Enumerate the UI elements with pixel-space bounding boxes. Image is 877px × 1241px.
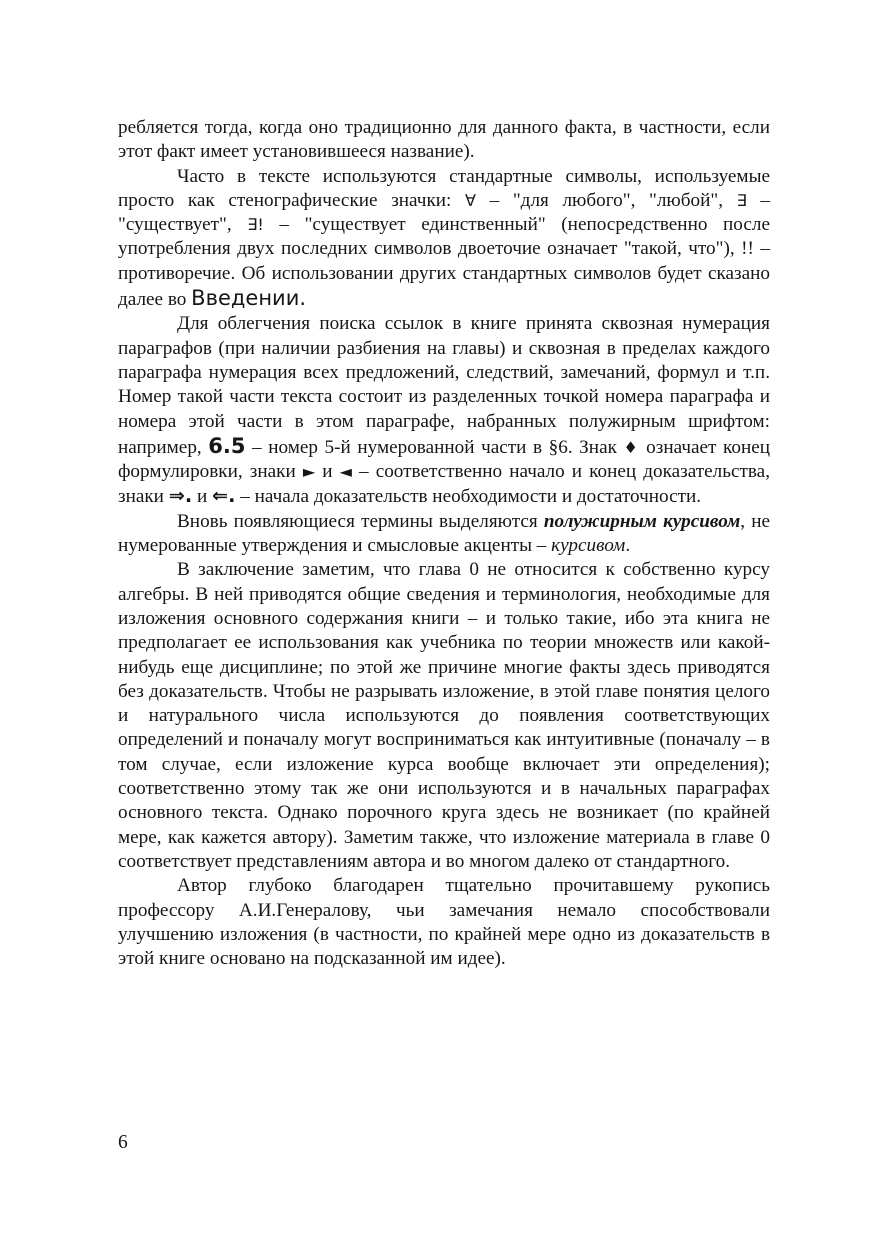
paragraph-1 — [118, 116, 770, 165]
paragraph-3 — [118, 312, 770, 509]
bold-italic-term: полужирным курсивом — [543, 510, 741, 532]
body-text — [118, 116, 770, 971]
forall-symbol: ∀ — [465, 190, 476, 210]
paragraph-3-text-g: – начала доказательств необходимости и достаточности. — [235, 486, 702, 508]
paragraph-2 — [118, 165, 770, 313]
paragraph-4-text-a: Вновь появляющиеся термины выделяются — [177, 510, 544, 532]
paragraph-3-text-b: – номер 5-й нумерованной части в §6. Знак — [245, 436, 624, 458]
exists-unique-symbol: ∃! — [247, 215, 264, 235]
introduction-reference: Введении. — [191, 286, 307, 311]
paragraph-6-text: Автор глубоко благодарен тщательно прочитавшему рукопись профессору А.И.Генералову, чьи замечания немало способствовали улучшению изложения (в частности, по крайней мере одно из доказательств в этой книге основано на подсказанной им идее). — [118, 875, 770, 970]
paragraph-3-text-a: Для облегчения поиска ссылок в книге принята сквозная нумерация параграфов (при наличии разбиения на главы) и сквозная в пределах каждого параграфа нумерация всех предложений, следствий, замечаний, формул и т.п. Номер такой части текста состоит из разделенных точкой номера параграфа и номера этой части в этом параграфе, набранных полужирным шрифтом: например, — [118, 313, 770, 458]
paragraph-3-text-e: – соответственно начало и конец доказательства, знаки — [118, 461, 770, 508]
paragraph-4-text-c: . — [625, 535, 631, 557]
paragraph-5 — [118, 558, 770, 874]
paragraph-3-text-c: означает конец формулировки, знаки — [118, 436, 770, 483]
italic-term: курсивом — [551, 535, 626, 557]
paragraph-4-text-b: , не нумерованные утверждения и смысловые акценты – — [118, 510, 770, 557]
diamond-icon: ♦ — [623, 437, 640, 457]
paragraph-3-text-f: и — [192, 486, 213, 508]
paragraph-2-text-c: – "существует", — [118, 189, 771, 236]
contradiction-symbol: !! — [741, 238, 754, 260]
paragraph-2-text-a: Часто в тексте используются стандартные символы, используемые просто как стенографические значки: — [118, 165, 770, 211]
paragraph-6 — [118, 874, 770, 971]
exists-symbol: ∃ — [736, 190, 747, 210]
page-number: 6 — [118, 1132, 128, 1153]
paragraph-4 — [118, 510, 770, 559]
paragraph-1-text: ребляется тогда, когда оно традиционно для данного факта, в частности, если этот факт имеет установившееся название). — [118, 117, 770, 163]
paragraph-3-text-d: и — [315, 461, 340, 483]
proof-end-icon: ◄ — [339, 462, 352, 482]
sufficiency-arrow-icon: ⇐. — [212, 484, 236, 508]
paragraph-2-text-d: – "существует единственный" (непосредственно после употребления двух последних символов двоеточие означает "такой, что"), — [118, 214, 770, 260]
paragraph-5-text: В заключение заметим, что глава 0 не относится к собственно курсу алгебры. В ней приводятся общие сведения и терминология, необходимые для изложения основного содержания книги – и только такие, ибо эта книга не предполагает ее использования как учебника по теории множеств или какой-нибудь еще дисциплине; по этой же причине многие факты здесь приводятся без доказательств. Чтобы не разрывать изложение, в этой главе понятия целого и натурального числа используются до появления соответствующих определений и поначалу могут восприниматься как интуитивные (поначалу – в том случае, если изложение курса вообще включает эти определения); соответственно этому так же они используются и в начальных параграфах основного текста. Однако порочного круга здесь не возникает (по крайней мере, как кажется автору). Заметим также, что изложение материала в главе 0 соответствует представлениям автора и во многом далеко от стандартного. — [118, 559, 770, 872]
paragraph-2-text-e: – противоречие. Об использовании других стандартных символов будет сказано далее во — [118, 238, 770, 311]
paragraph-2-text-b: – "для любого", "любой", — [475, 189, 737, 211]
proof-start-icon: ► — [302, 462, 316, 482]
example-number: 6.5 — [208, 433, 246, 458]
necessity-arrow-icon: ⇒. — [168, 484, 193, 508]
